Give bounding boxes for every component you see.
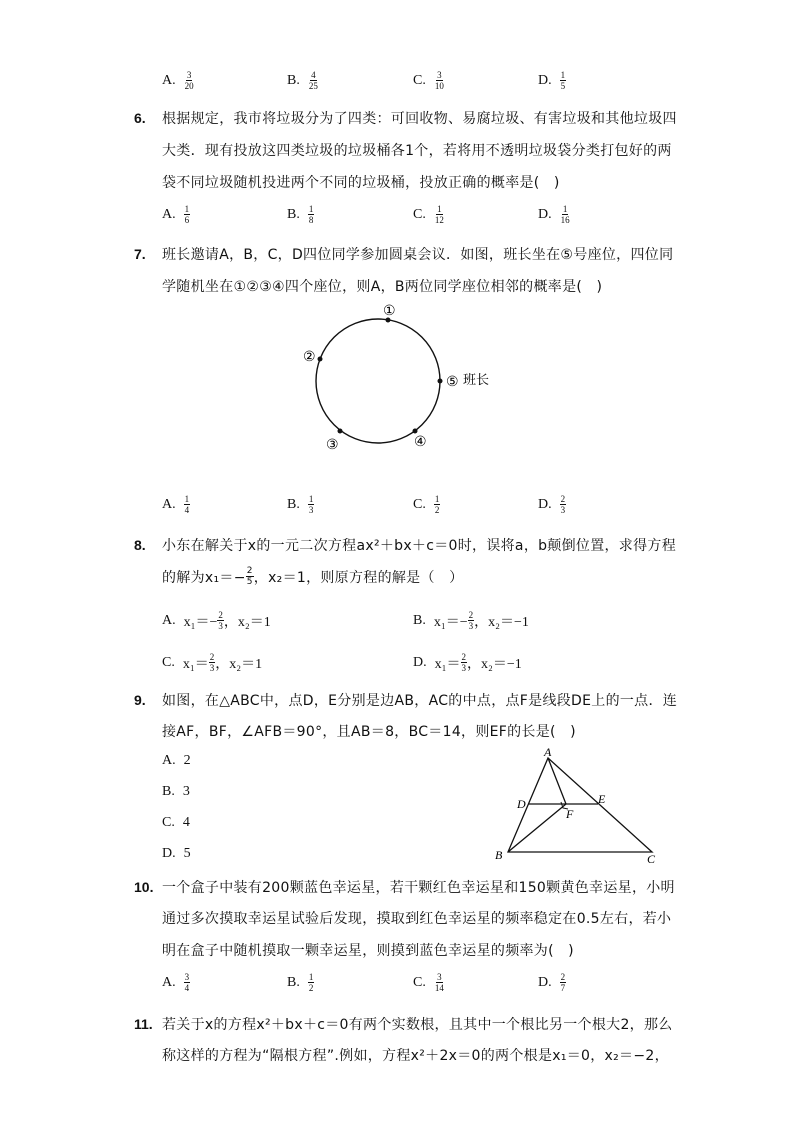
option-letter: D. xyxy=(413,654,427,670)
q6-option-d xyxy=(538,204,571,225)
fraction xyxy=(560,494,567,515)
q9-line-1: 如图，在△ABC中，点D，E分别是边AB，AC的中点，点F是线段DE上的一点．连 xyxy=(162,693,678,709)
option-letter: A. xyxy=(162,206,176,222)
option-letter: B. xyxy=(413,612,426,628)
denominator: 25 xyxy=(308,81,318,91)
q6-line-3: 袋不同垃圾随机投进两个不同的垃圾桶，投放正确的概率是( ) xyxy=(162,175,560,191)
denominator: 5 xyxy=(246,577,253,587)
q10-option-d xyxy=(538,972,566,993)
triangle-abc xyxy=(508,758,652,852)
option-letter: B. xyxy=(162,784,175,799)
option-letter: D. xyxy=(162,846,176,861)
option-letter: B. xyxy=(287,72,300,88)
q9-option-d xyxy=(162,846,191,862)
option-letter: C. xyxy=(162,654,175,670)
numerator: 1 xyxy=(308,972,314,982)
q8-line-1: 小东在解关于x的一元二次方程ax²＋bx＋c＝0时，误将a，b颠倒位置，求得方程 xyxy=(162,538,677,554)
option-letter: D. xyxy=(538,72,552,88)
q5-option-a xyxy=(162,70,195,91)
denominator: 3 xyxy=(308,505,314,515)
q6-option-c xyxy=(413,204,445,225)
denominator: 10 xyxy=(434,81,444,91)
option-value: 4 xyxy=(182,815,190,830)
q9-number: 9. xyxy=(134,692,146,708)
numerator: 1 xyxy=(184,494,190,504)
option-letter: B. xyxy=(287,206,300,222)
option-letter: B. xyxy=(287,496,300,512)
q10-line-3: 明在盒子中随机摸取一颗幸运星，则摸到蓝色幸运星的频率为( ) xyxy=(162,943,574,959)
option-post: ，x₂＝1 xyxy=(223,614,271,630)
fraction xyxy=(434,70,445,91)
numerator: 1 xyxy=(308,204,314,214)
q8-number: 8. xyxy=(134,537,146,553)
q7-number: 7. xyxy=(134,246,146,262)
q5-option-c xyxy=(413,70,445,91)
fraction xyxy=(184,204,191,225)
q11-line-2: 称这样的方程为“隔根方程”.例如，方程x²＋2x＝0的两个根是x₁＝0，x₂＝−2， xyxy=(162,1048,669,1064)
seat-dot-5 xyxy=(438,379,443,384)
option-value: 2 xyxy=(183,753,191,768)
q8-line-2 xyxy=(162,566,463,587)
q10-line-1: 一个盒子中装有200颗蓝色幸运星，若干颗红色幸运星和150颗黄色幸运星，小明 xyxy=(162,880,675,896)
q9-option-c xyxy=(162,815,190,831)
numerator: 1 xyxy=(308,494,314,504)
q6-line-1: 根据规定，我市将垃圾分为了四类：可回收物、易腐垃圾、有害垃圾和其他垃圾四 xyxy=(162,111,677,127)
option-letter: C. xyxy=(413,72,426,88)
option-letter: A. xyxy=(162,974,176,990)
numerator: 2 xyxy=(461,652,467,662)
numerator: 2 xyxy=(560,972,566,982)
segment-bf xyxy=(508,804,566,852)
vertex-a-label: A xyxy=(544,746,552,759)
seat-dot-3 xyxy=(338,429,343,434)
numerator: 2 xyxy=(468,610,474,620)
denominator: 3 xyxy=(209,663,215,673)
seat-label-5: ⑤ xyxy=(446,375,459,390)
fraction xyxy=(434,494,441,515)
option-letter: C. xyxy=(413,974,426,990)
denominator: 2 xyxy=(308,983,314,993)
denominator: 4 xyxy=(184,505,190,515)
q6-line-2: 大类．现有投放这四类垃圾的垃圾桶各1个，若将用不透明垃圾袋分类打包好的两 xyxy=(162,143,672,159)
denominator: 2 xyxy=(434,505,440,515)
numerator: 2 xyxy=(246,566,253,576)
seat-label-1: ① xyxy=(383,304,396,319)
vertex-c-label: C xyxy=(647,852,656,866)
q8-option-b xyxy=(413,610,529,631)
q10-option-a xyxy=(162,972,190,993)
numerator: 3 xyxy=(186,70,192,80)
monitor-label: 班长 xyxy=(463,373,490,388)
denominator: 3 xyxy=(461,663,467,673)
denominator: 3 xyxy=(560,505,566,515)
fraction xyxy=(308,494,315,515)
q6-number: 6. xyxy=(134,110,146,126)
q8-option-c xyxy=(162,652,262,673)
q11-number: 11. xyxy=(134,1016,153,1032)
denominator: 6 xyxy=(184,215,190,225)
option-pre: x₁＝ xyxy=(182,656,209,672)
q11-line-1: 若关于x的方程x²＋bx＋c＝0有两个实数根，且其中一个根比另一个根大2，那么 xyxy=(162,1017,673,1033)
seat-label-4: ④ xyxy=(414,435,427,450)
vertex-b-label: B xyxy=(495,848,503,862)
numerator: 3 xyxy=(437,972,442,982)
denominator: 3 xyxy=(468,621,474,631)
round-table-figure xyxy=(290,295,520,460)
q7-line-1: 班长邀请A，B，C，D四位同学参加圆桌会议．如图，班长坐在⑤号座位，四位同 xyxy=(162,247,674,263)
q9-option-a xyxy=(162,753,191,769)
option-letter: C. xyxy=(413,206,426,222)
numerator: 3 xyxy=(437,70,442,80)
q8-option-a xyxy=(162,610,271,631)
option-letter: A. xyxy=(162,72,176,88)
fraction xyxy=(184,972,191,993)
option-letter: A. xyxy=(162,612,176,628)
numerator: 1 xyxy=(434,494,440,504)
numerator: 2 xyxy=(209,652,215,662)
q7-option-b xyxy=(287,494,314,515)
seat-dot-2 xyxy=(318,357,323,362)
denominator: 7 xyxy=(560,983,566,993)
denominator: 4 xyxy=(184,983,190,993)
fraction xyxy=(246,566,254,587)
fraction xyxy=(308,70,319,91)
fraction xyxy=(184,70,195,91)
option-pre: x₁＝ xyxy=(434,656,461,672)
seat-label-3: ③ xyxy=(326,438,339,453)
option-letter: D. xyxy=(538,496,552,512)
option-post: ，x₂＝−1 xyxy=(467,656,522,672)
option-value: 5 xyxy=(183,846,191,861)
q7-option-c xyxy=(413,494,440,515)
option-letter: A. xyxy=(162,753,176,768)
numerator: 2 xyxy=(218,610,223,620)
q8-line-2-post: ，x₂＝1，则原方程的解是（ ） xyxy=(253,569,464,586)
fraction xyxy=(434,972,445,993)
fraction xyxy=(560,204,571,225)
seat-label-2: ② xyxy=(303,350,316,365)
fraction xyxy=(184,494,191,515)
point-d-label: D xyxy=(517,797,526,811)
option-post: ，x₂＝−1 xyxy=(474,614,529,630)
q7-line-2: 学随机坐在①②③④四个座位，则A，B两位同学座位相邻的概率是( ) xyxy=(162,279,603,295)
option-letter: D. xyxy=(538,206,552,222)
option-pre: x₁＝− xyxy=(433,614,468,630)
option-letter: C. xyxy=(162,815,175,830)
fraction xyxy=(560,972,567,993)
option-letter: B. xyxy=(287,974,300,990)
fraction xyxy=(308,204,315,225)
q7-option-a xyxy=(162,494,190,515)
point-e-label: E xyxy=(598,792,606,806)
q5-option-b xyxy=(287,70,319,91)
denominator: 5 xyxy=(560,81,566,91)
point-f-label: F xyxy=(566,807,574,821)
numerator: 1 xyxy=(437,204,442,214)
seat-dot-4 xyxy=(413,429,418,434)
numerator: 1 xyxy=(184,204,190,214)
fraction xyxy=(308,972,315,993)
numerator: 1 xyxy=(560,70,566,80)
denominator: 8 xyxy=(308,215,314,225)
numerator: 1 xyxy=(562,204,568,214)
q8-line-2-pre: 的解为x₁＝− xyxy=(162,569,246,586)
q9-line-2: 接AF，BF，∠AFB＝90°，且AB＝8，BC＝14，则EF的长是( ) xyxy=(162,724,576,740)
denominator: 12 xyxy=(434,215,444,225)
q7-option-d xyxy=(538,494,566,515)
option-post: ，x₂＝1 xyxy=(215,656,263,672)
q10-option-b xyxy=(287,972,314,993)
q6-option-a xyxy=(162,204,190,225)
numerator: 2 xyxy=(560,494,566,504)
segment-af xyxy=(548,758,566,804)
q10-number: 10. xyxy=(134,879,154,895)
denominator: 16 xyxy=(560,215,570,225)
triangle-figure xyxy=(490,746,665,868)
numerator: 3 xyxy=(184,972,190,982)
q10-option-c xyxy=(413,972,445,993)
option-letter: D. xyxy=(538,974,552,990)
q8-option-d xyxy=(413,652,522,673)
denominator: 20 xyxy=(184,81,194,91)
q9-option-b xyxy=(162,784,190,800)
q5-option-d xyxy=(538,70,566,91)
denominator: 3 xyxy=(218,621,223,631)
q6-option-b xyxy=(287,204,314,225)
option-letter: A. xyxy=(162,496,176,512)
numerator: 4 xyxy=(311,70,316,80)
table-circle xyxy=(316,319,440,443)
fraction xyxy=(560,70,567,91)
q10-line-2: 通过多次摸取幸运星试验后发现，摸取到红色幸运星的频率稳定在0.5左右，若小 xyxy=(162,911,672,927)
denominator: 14 xyxy=(434,983,444,993)
fraction xyxy=(434,204,445,225)
option-letter: C. xyxy=(413,496,426,512)
option-value: 3 xyxy=(182,784,190,799)
option-pre: x₁＝− xyxy=(183,614,218,630)
